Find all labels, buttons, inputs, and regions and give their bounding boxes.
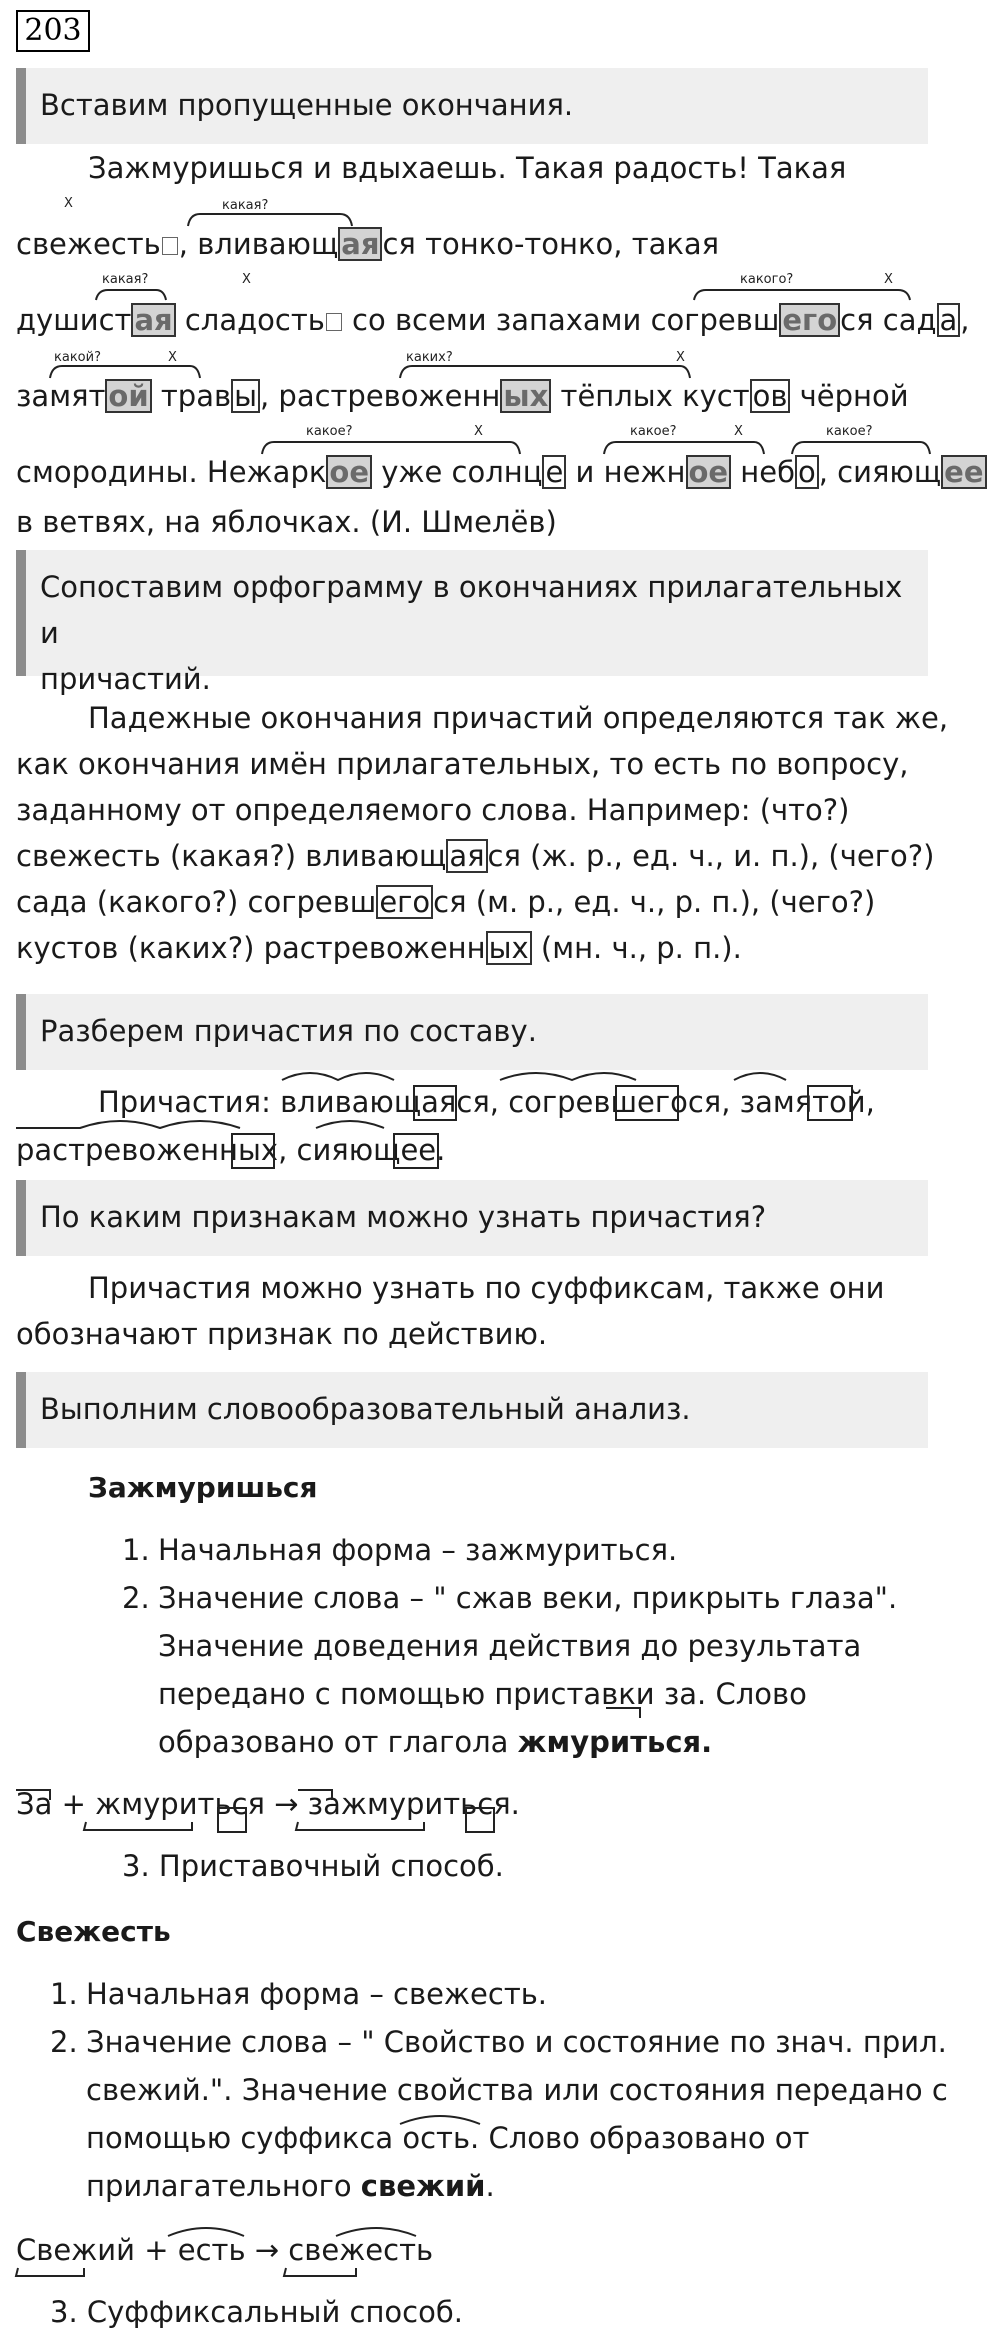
formula-result: свежесть <box>288 2233 434 2267</box>
question-tag: Х <box>64 196 73 211</box>
suffix-arc <box>500 1073 636 1080</box>
section-header-participle-features <box>16 1180 928 1256</box>
dependency-arc <box>792 442 930 454</box>
prefix-za: за <box>663 1677 698 1711</box>
ending-box: ой <box>105 379 151 413</box>
ending-box: ых <box>500 379 551 413</box>
question-tag: Х <box>168 350 177 365</box>
text2-line: заданному от определяемого слова. Например: (что?) <box>16 793 850 827</box>
text2-line: Падежные окончания причастий определяются так же, <box>88 701 949 735</box>
text1-line: замят ой трав ы , растревоженн ых тёплых куст ов чёрной <box>16 379 909 413</box>
text2-line: кустов (каких?) растревоженн ых (мн. ч., р. п.). <box>16 931 742 965</box>
ending-box: ая <box>131 303 175 337</box>
suffix-arc <box>282 1073 394 1080</box>
formation-formula: Свежий + есть → свежесть <box>16 2233 434 2267</box>
suffix-arc <box>734 1073 786 1080</box>
dependency-arc <box>400 366 690 378</box>
question-tag: какое? <box>826 424 873 439</box>
dependency-arc <box>262 442 520 454</box>
analysis-item-cont: передано с помощью приставки за. Слово <box>158 1677 807 1711</box>
section-title: Сопоставим орфограмму в окончаниях прилагательных и <box>40 570 903 650</box>
section-header-morphemic-parse <box>16 994 928 1070</box>
formula-result: зажмуриться <box>307 1787 511 1821</box>
analysis-item-cont: образовано от глагола жмуриться. <box>158 1725 713 1759</box>
section-title: Выполним словообразовательный анализ. <box>40 1392 691 1426</box>
text1-line: душист ая сладость со всеми запахами согревш его ся сад а , <box>16 303 970 337</box>
ending-box: ы <box>231 379 260 413</box>
section-title: причастий. <box>40 662 211 696</box>
question-tag: какого? <box>740 272 794 287</box>
participles-line: Причастия: вливающаяся, согревшегося, замятой, <box>98 1085 875 1119</box>
empty-ending-box <box>162 237 178 255</box>
text2-line: сада (какого?) согревш его ся (м. р., ед. ч., р. п.), (чего?) <box>16 885 876 919</box>
dependency-arc <box>604 442 764 454</box>
formula-base: жмуриться <box>95 1787 265 1821</box>
ending-box: о <box>795 455 819 489</box>
root-mark <box>84 1822 192 1830</box>
suffix-arc <box>16 1121 240 1128</box>
participle-word: согревшегося <box>508 1085 722 1119</box>
ending-box: ых <box>486 931 532 965</box>
ending-box: ая <box>338 227 382 261</box>
section-header-word-formation <box>16 1372 928 1448</box>
analysis-item: 3. Суффиксальный способ. <box>50 2295 463 2329</box>
ending-box: его <box>376 885 433 919</box>
dependency-arc <box>50 366 200 378</box>
analysis-item: 3. Приставочный способ. <box>122 1849 504 1883</box>
formation-formula: За + жмуриться → зажмуриться. <box>16 1787 520 1821</box>
participles-line: растревоженных, сияющее. <box>16 1133 446 1167</box>
text2-line: свежесть (какая?) вливающ ая ся (ж. р., ед. ч., и. п.), (чего?) <box>16 839 935 873</box>
word-heading-svezhest: Свежесть <box>16 1915 171 1948</box>
analysis-item-cont: Значение доведения действия до результата <box>158 1629 862 1663</box>
formula-prefix: За <box>16 1787 53 1821</box>
text2-line: как окончания имён прилагательных, то есть по вопросу, <box>16 747 909 781</box>
dependency-arc <box>188 214 352 226</box>
text1-line: свежесть , вливающ ая ся тонко-тонко, такая <box>16 227 720 261</box>
text4-line: обозначают признак по действию. <box>16 1317 548 1351</box>
ending-box: ое <box>326 455 372 489</box>
ending-box: е <box>542 455 566 489</box>
analysis-item-cont: свежий.". Значение свойства или состояния передано с <box>86 2073 948 2107</box>
exercise-number: 203 <box>16 10 90 52</box>
analysis-item: 1. Начальная форма – зажмуриться. <box>122 1533 678 1567</box>
word-heading-zazhmurishsya: Зажмуришься <box>88 1471 318 1504</box>
root-mark <box>16 2268 84 2276</box>
question-tag: какой? <box>54 350 101 365</box>
participle-word: растревоженных <box>16 1133 279 1167</box>
formula-base: Свежий <box>16 2233 136 2267</box>
analysis-item-cont: помощью суффикса ость. Слово образовано от <box>86 2121 810 2155</box>
question-tag: Х <box>676 350 685 365</box>
question-tag: Х <box>474 424 483 439</box>
analysis-item: 2. Значение слова – " Свойство и состояние по знач. прил. <box>50 2025 947 2059</box>
question-tag: какая? <box>222 198 269 213</box>
suffix-ost: ость <box>402 2121 471 2155</box>
ending-box: ая <box>446 839 487 873</box>
question-tag: Х <box>734 424 743 439</box>
ending-box: ее <box>941 455 986 489</box>
text4-line: Причастия можно узнать по суффиксам, также они <box>88 1271 885 1305</box>
formula-suffix: есть <box>177 2233 246 2267</box>
question-tag: какая? <box>102 272 149 287</box>
ending-box: ое <box>686 455 732 489</box>
section-title: Вставим пропущенные окончания. <box>40 88 574 122</box>
section-header-compare-spelling <box>16 550 928 696</box>
ending-box: его <box>779 303 840 337</box>
dependency-arc <box>694 290 910 300</box>
root-mark <box>284 2268 356 2276</box>
text1-line: смородины. Нежарк ое уже солнц е и нежн ое неб о , сияющ ее <box>16 454 987 490</box>
question-tag: каких? <box>406 350 453 365</box>
section-header-insert-endings <box>16 68 928 144</box>
section-title: По каким признакам можно узнать причастия? <box>40 1200 767 1234</box>
question-tag: Х <box>884 272 893 287</box>
empty-ending-box <box>326 313 342 331</box>
analysis-item: 1. Начальная форма – свежесть. <box>50 1977 548 2011</box>
analysis-item-cont: прилагательного свежий. <box>86 2169 495 2203</box>
suffix-arc <box>316 1121 384 1128</box>
participle-word: вливающаяся <box>280 1085 490 1119</box>
text1-line: Зажмуришься и вдыхаешь. Такая радость! Такая <box>88 151 847 185</box>
ending-box: а <box>937 303 961 337</box>
participle-word: замятой <box>739 1085 866 1119</box>
dependency-arc <box>96 290 166 300</box>
analysis-item: 2. Значение слова – " сжав веки, прикрыть глаза". <box>122 1581 898 1615</box>
question-tag: Х <box>242 272 251 287</box>
text1-line: в ветвях, на яблочках. (И. Шмелёв) <box>16 505 557 539</box>
root-mark <box>296 1822 424 1830</box>
section-title: Разберем причастия по составу. <box>40 1014 537 1048</box>
ending-box: ов <box>750 379 791 413</box>
question-tag: какое? <box>630 424 677 439</box>
participle-word: сияющее <box>296 1133 437 1167</box>
question-tag: какое? <box>306 424 353 439</box>
